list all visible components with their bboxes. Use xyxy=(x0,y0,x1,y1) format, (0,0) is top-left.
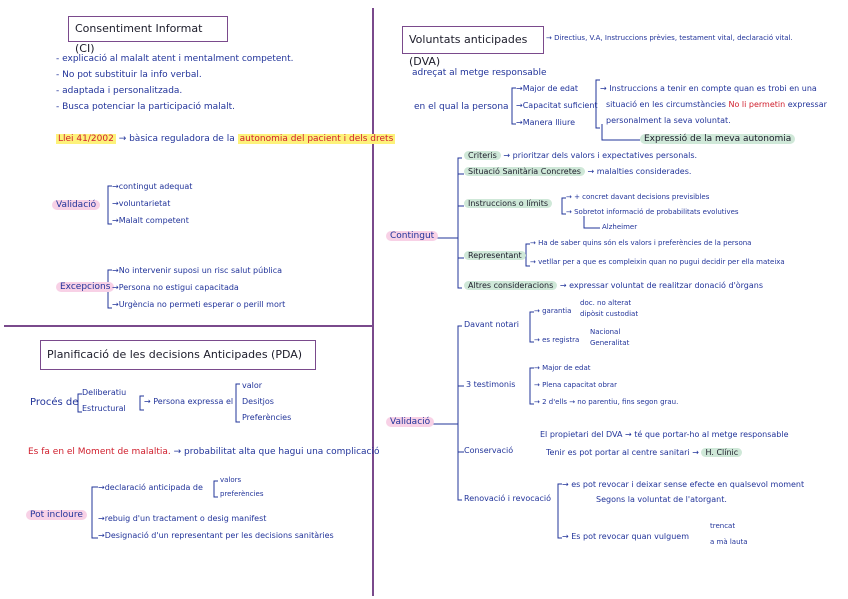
ci-excepcio-item: →No intervenir suposi un risc salut pública xyxy=(112,266,283,275)
dva-situacio-label: Situació Sanitària Concretes xyxy=(464,167,585,176)
pda-moment-red: Es fa en el Moment de malaltia. xyxy=(28,447,171,457)
dva-tres-testimonis: 3 testimonis xyxy=(466,380,516,389)
ci-validacio-item: →voluntarietat xyxy=(112,199,171,208)
dva-altres-line xyxy=(464,281,763,290)
ci-validacio-item: →contingut adequat xyxy=(112,182,193,191)
dva-situacio-line xyxy=(464,167,691,176)
dva-hclinic: H. Clínic xyxy=(701,448,742,457)
law-text: → bàsica reguladora de la xyxy=(118,134,235,144)
pda-persona-item: Preferències xyxy=(242,413,292,422)
pda-declaracio: →declaració anticipada de xyxy=(98,483,203,492)
dva-alzheimer: Alzheimer xyxy=(602,223,638,231)
ci-excepcions-label: Excepcions xyxy=(56,282,114,292)
dva-renovacio: Renovació i revocació xyxy=(464,494,552,503)
pda-rebuig: →rebuig d'un tractament o desig manifest xyxy=(98,514,267,523)
pda-moment-text: → probabilitat alta que hagui una complicació xyxy=(173,447,380,457)
ci-bullet: - explicació al malalt atent i mentalment competent. xyxy=(56,54,294,64)
dva-conservacio-line: El propietari del DVA → té que portar-ho al metge responsable xyxy=(540,430,789,439)
pda-declaracio-item: preferències xyxy=(220,490,264,498)
dva-revocar-item: a mà lauta xyxy=(710,538,748,546)
law-highlight: autonomia del pacient i dels drets xyxy=(239,134,394,144)
dva-en-el-qual: en el qual la persona xyxy=(414,102,509,112)
pda-pot-incloure-label: Pot incloure xyxy=(26,510,87,520)
law-reference: Llei 41/2002 xyxy=(58,134,114,144)
dva-representant-label: Representant xyxy=(464,251,526,260)
ci-validacio-item: →Malalt competent xyxy=(112,216,189,225)
dva-title: Voluntats anticipades (DVA) xyxy=(402,26,544,54)
dva-instruccions-line xyxy=(606,100,827,109)
dva-garantia-item: dipòsit custodiat xyxy=(580,310,639,318)
dva-title-note: → Directius, V.A, Instruccions prèvies, testament vital, declaració vital. xyxy=(546,34,793,42)
dva-garantia-item: doc. no alterat xyxy=(580,299,632,307)
dva-representant-item: → vetllar per a que es compleixin quan no pugui decidir per ella mateixa xyxy=(530,258,785,266)
dva-revocar-text: → Es pot revocar quan vulguem xyxy=(562,532,690,541)
pda-persona-item: valor xyxy=(242,381,263,390)
dva-criteris-line xyxy=(464,151,697,160)
dva-davant-notari: Davant notari xyxy=(464,320,519,329)
pda-declaracio-item: valors xyxy=(220,476,242,484)
dva-instr-limits-item: → + concret davant decisions previsibles xyxy=(566,193,710,201)
dva-davant-item: → es registra xyxy=(534,336,580,344)
dva-persona-trait: →Capacitat suficient xyxy=(516,101,598,110)
dva-altres-label: Altres consideracions xyxy=(464,281,557,290)
ci-bullet: - No pot substituir la info verbal. xyxy=(56,70,202,80)
dva-registra-item: Nacional xyxy=(590,328,621,336)
pda-proces-type: Estructural xyxy=(82,404,126,413)
dva-validacio-label: Validació xyxy=(386,417,434,427)
ci-excepcio-item: →Urgència no permeti esperar o perill mort xyxy=(112,300,286,309)
dva-testimoni-item: → Major de edat xyxy=(534,364,591,372)
dva-renovacio-line: → es pot revocar i deixar sense efecte en qualsevol moment xyxy=(562,480,805,489)
ci-validacio-label: Validació xyxy=(52,200,100,210)
dva-expressio: Expressió de la meva autonomia xyxy=(640,134,795,144)
pda-proces-type: Deliberatiu xyxy=(82,388,127,397)
dva-conservacio: Conservació xyxy=(464,446,514,455)
dva-instruccions-line: personalment la seva voluntat. xyxy=(606,116,731,125)
ci-law-line xyxy=(56,134,395,144)
pda-proces-label: Procés de xyxy=(30,397,79,408)
pda-persona-item: Desitjos xyxy=(242,397,274,406)
dva-conservacio-line2 xyxy=(546,448,742,457)
ci-title: Consentiment Informat (CI) xyxy=(68,16,228,42)
ci-bullet: - Busca potenciar la participació malalt. xyxy=(56,102,236,112)
dva-instr-red: No li permetin xyxy=(728,100,786,109)
dva-testimoni-item: → Plena capacitat obrar xyxy=(534,381,617,389)
dva-registra-item: Generalitat xyxy=(590,339,630,347)
ci-bullet: - adaptada i personalitzada. xyxy=(56,86,183,96)
dva-instr-a: situació en les circumstàncies xyxy=(606,100,726,109)
dva-persona-trait: →Major de edat xyxy=(516,84,579,93)
dva-instruccions-line: → Instruccions a tenir en compte quan es trobi en una xyxy=(600,84,817,93)
pda-designacio: →Designació d'un representant per les decisions sanitàries xyxy=(98,531,334,540)
dva-criteris-label: Criteris xyxy=(464,151,501,160)
dva-revocar-item: trencat xyxy=(710,522,736,530)
dva-conservacio-text: Tenir es pot portar al centre sanitari → xyxy=(546,448,699,457)
dva-contingut-label: Contingut xyxy=(386,231,438,241)
dva-criteris-text: → prioritzar dels valors i expectatives personals. xyxy=(503,151,698,160)
dva-representant-item: → Ha de saber quins són els valors i preferències de la persona xyxy=(530,239,752,247)
pda-title: Planificació de les decisions Anticipades (PDA) xyxy=(40,340,316,370)
dva-instr-b: expressar xyxy=(787,100,827,109)
dva-altres-text: → expressar voluntat de realitzar donació d'òrgans xyxy=(559,281,764,290)
dva-adrecat: adreçat al metge responsable xyxy=(412,68,547,78)
dva-instr-limits-label: Instruccions o límits xyxy=(464,199,552,208)
pda-moment-line xyxy=(28,447,380,457)
dva-testimoni-item: → 2 d'ells → no parentiu, fins segon grau. xyxy=(534,398,679,406)
pda-persona-text: → Persona expressa el xyxy=(144,397,234,406)
dva-instr-limits-item: → Sobretot informació de probabilitats evolutives xyxy=(566,208,739,216)
dva-situacio-text: → malalties considerades. xyxy=(587,167,692,176)
ci-excepcio-item: →Persona no estigui capacitada xyxy=(112,283,239,292)
dva-persona-trait: →Manera lliure xyxy=(516,118,576,127)
dva-davant-item: → garantia xyxy=(534,307,572,315)
dva-renovacio-line: Segons la voluntat de l'atorgant. xyxy=(596,495,727,504)
